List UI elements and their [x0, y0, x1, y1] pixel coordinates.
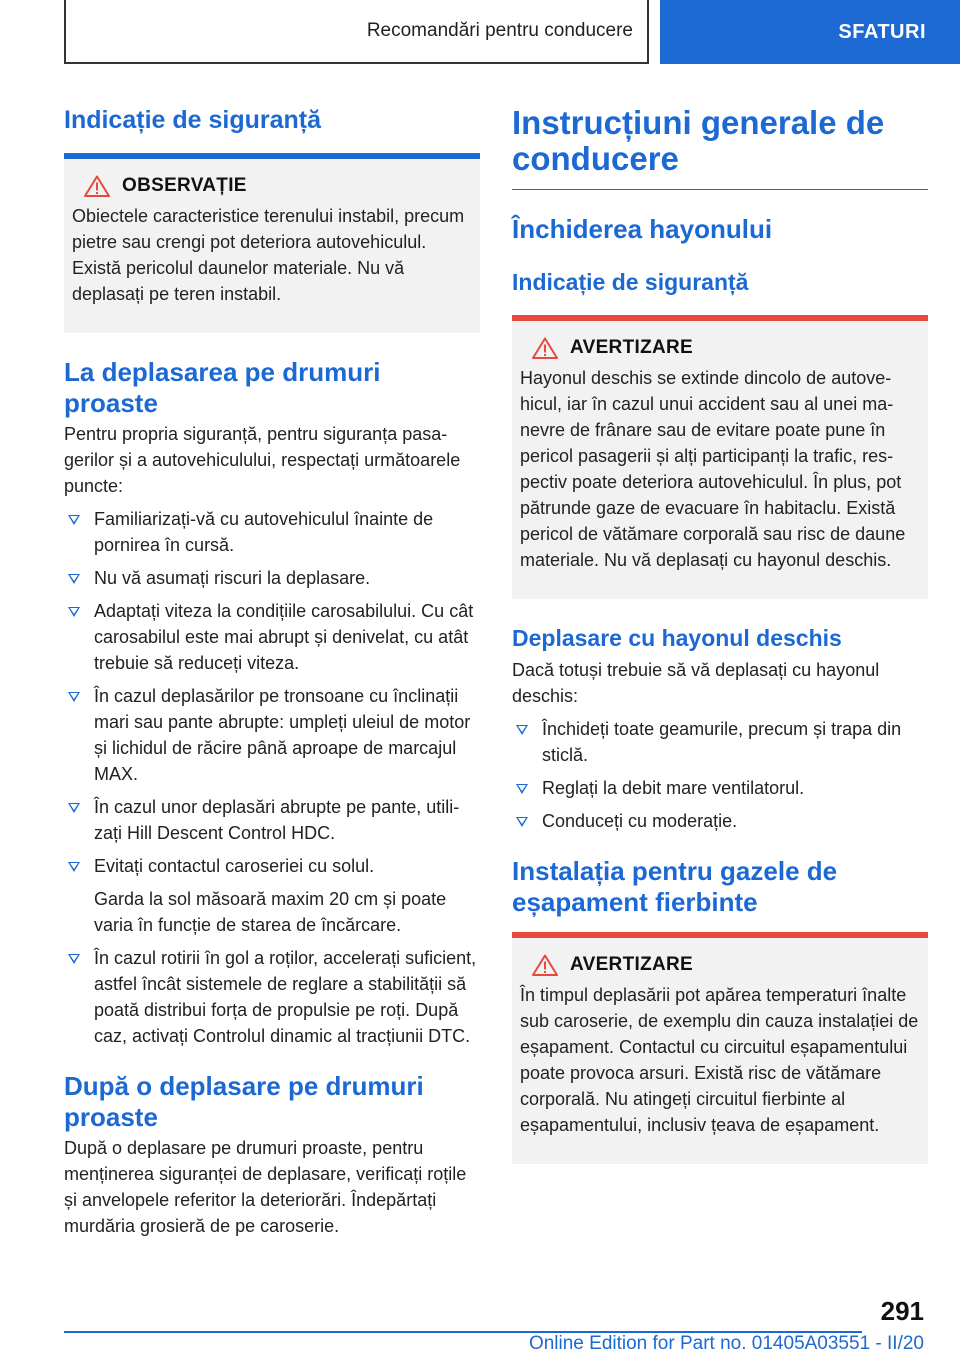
warning-text: Hayonul deschis se extinde dincolo de autovehicul, iar în cazul unui accident sau al unei manevre de frânare sau de evitare poate pune în pericol pasagerii și alți participanți la trafic, respectiv poate deteriora autovehiculul. În plus, pot pătrunde gaze de evacuare în habitaclu. Există pericol de vătămare corporală sau risc de daune materiale. Nu vă deplasați cu hayonul deschis.	[520, 368, 906, 570]
warning-title	[520, 954, 920, 976]
warning-text: În timpul deplasării pot apărea temperaturi înalte sub caroserie, de exemplu din cauza instalației de eșapament. Contactul cu circuitul eșapamentului poate provoca arsuri. Există risc de vătămare corporală. Nu atingeți circuitul fierbinte al eșapamentului, inclusiv țeava de eșapament.	[520, 985, 919, 1135]
warning-triangle-icon	[532, 337, 558, 359]
note-label: OBSERVAȚIE	[122, 175, 247, 196]
bullet-triangle-icon	[68, 515, 80, 525]
bullet-triangle-icon	[516, 817, 528, 827]
tailgate-heading: Închiderea hayonului	[512, 214, 773, 244]
edition-text: Online Edition for Part no. 01405A03551 - II/20	[528, 1333, 924, 1354]
after-rough-text: După o deplasare pe drumuri proaste, pentru menținerea siguranței de deplasare, verificați roțile și anvelopele referitor la deteriorări. Îndepărtați murdăria grosieră de pe caroserie.	[64, 1138, 467, 1236]
safety-subheading: Indicație de siguranță	[512, 269, 749, 295]
warning-triangle-icon	[532, 954, 558, 976]
rough-roads-heading: La deplasarea pe drumuri proaste	[64, 357, 381, 418]
warning-title	[520, 337, 920, 359]
list-item: Evitați contactul caroseriei cu solul.	[64, 853, 480, 879]
list-item: În cazul unor deplasări abrupte pe pante, utilizați Hill Descent Control HDC.	[64, 794, 480, 846]
page-number: 291	[880, 1296, 924, 1326]
bullet-triangle-icon	[68, 607, 80, 617]
bullet-triangle-icon	[68, 803, 80, 813]
list-item: Nu vă asumați riscuri la deplasare.	[64, 565, 480, 591]
bullet-triangle-icon	[68, 574, 80, 584]
list-item: În cazul rotirii în gol a roților, accelerați suficient, astfel încât sistemele de reglare a stabilității să poată distribui forța de propulsie pe roți. După caz, activați Controlul dinamic al tracțiunii DTC.	[64, 945, 480, 1049]
after-rough-heading: După o deplasare pe drumuri proaste	[64, 1071, 424, 1132]
list-item: În cazul deplasărilor pe tronsoane cu înclinații mari sau pante abrupte: umpleți uleiul de motor și lichidul de răcire până aproape de marcajul MAX.	[64, 683, 480, 787]
warning-label: AVERTIZARE	[570, 954, 693, 975]
rough-roads-intro: Pentru propria siguranță, pentru siguranța pasagerilor și a autovehiculului, respectați următoarele puncte:	[64, 424, 461, 496]
right-column	[512, 96, 928, 1164]
bullet-triangle-icon	[68, 954, 80, 964]
bullet-triangle-icon	[68, 862, 80, 872]
rough-roads-list	[64, 506, 480, 879]
note-box	[64, 159, 480, 333]
note-title	[72, 175, 472, 197]
ground-clearance-note: Garda la sol măsoară maxim 20 cm și poate varia în funcție de starea de încărcare.	[94, 889, 447, 935]
bullet-triangle-icon	[516, 725, 528, 735]
main-heading: Instrucțiuni generale de conducere	[512, 104, 885, 177]
list-item: Închideți toate geamurile, precum și trapa din sticlă.	[512, 716, 928, 768]
chapter-tab[interactable]: SFATURI	[660, 0, 960, 64]
left-column	[64, 96, 480, 1239]
list-item: Conduceți cu moderație.	[512, 808, 928, 834]
warning-box	[512, 938, 928, 1164]
bullet-triangle-icon	[516, 784, 528, 794]
note-text: Obiectele caracteristice terenului instabil, precum pietre sau crengi pot deteriora autovehiculul. Există pericolul daunelor materiale. Nu vă deplasați pe teren instabil.	[72, 206, 465, 304]
open-tailgate-heading: Deplasare cu hayonul deschis	[512, 625, 842, 651]
section-title: Recomandări pentru conducere	[64, 0, 649, 64]
warning-triangle-icon	[84, 175, 110, 197]
exhaust-heading: Instalația pentru gazele de eșapament fierbinte	[512, 856, 838, 917]
page-header	[0, 0, 960, 66]
heading-rule	[512, 189, 928, 190]
list-item: Adaptați viteza la condițiile carosabilului. Cu cât carosabilul este mai abrupt și denivelat, cu atât trebuie să reduceți viteza.	[64, 598, 480, 676]
safety-heading: Indicație de siguranță	[64, 106, 322, 134]
warning-label: AVERTIZARE	[570, 337, 693, 358]
rough-roads-list-cont	[64, 945, 480, 1049]
warning-box	[512, 321, 928, 599]
bullet-triangle-icon	[68, 692, 80, 702]
open-tailgate-intro: Dacă totuși trebuie să vă deplasați cu hayonul deschis:	[512, 660, 880, 706]
list-item: Reglați la debit mare ventilatorul.	[512, 775, 928, 801]
list-item: Familiarizați-vă cu autovehiculul înainte de pornirea în cursă.	[64, 506, 480, 558]
open-tailgate-list	[512, 716, 928, 834]
